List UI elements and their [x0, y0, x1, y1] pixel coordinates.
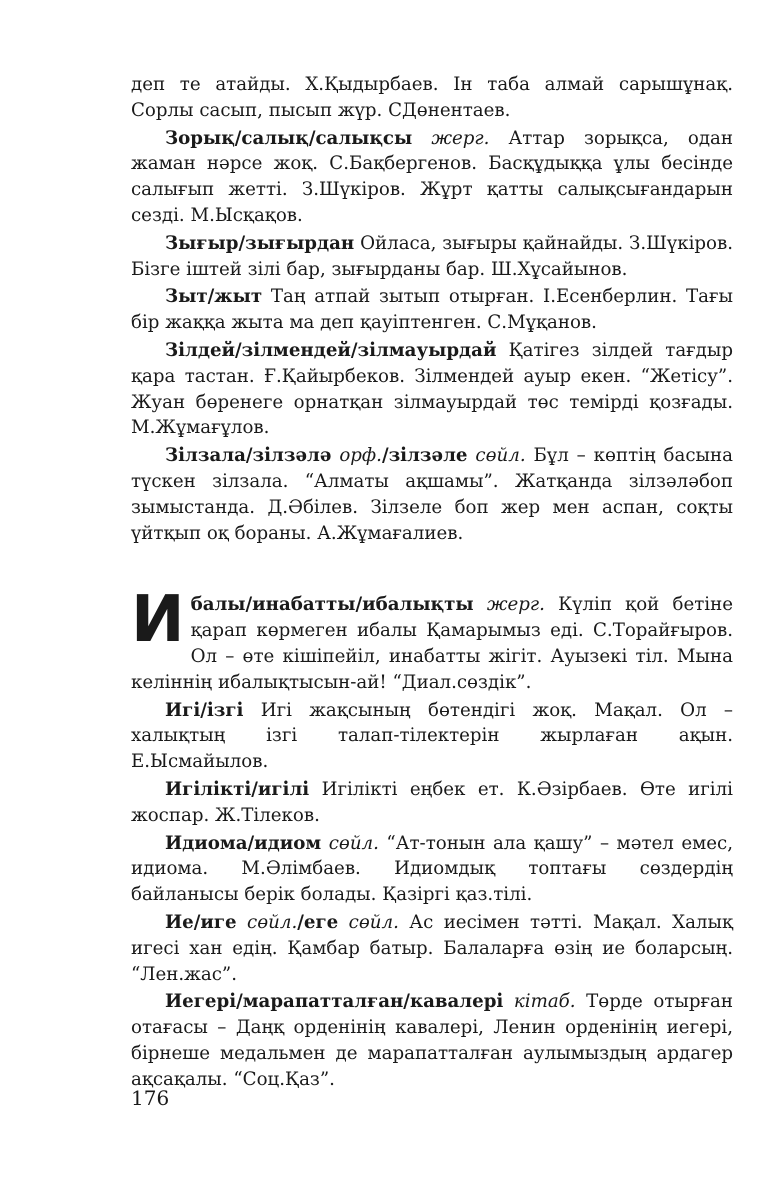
headword: Игілікті/игілі — [165, 778, 310, 800]
entry-text: Ойласа, зығыры қайнайды. З.Шүкіров. Бізге іштей зілі бар, зығырданы бар. Ш.Хұсайынов. — [131, 232, 733, 280]
headword: Иегері/марапатталған/кавалері — [165, 991, 504, 1013]
entry-text: “Ат-тонын ала қашу” – мәтел емес, идиома. М.Әлімбаев. Идиомдық топтағы сөздердің байланысы берік болады. Қазіргі қаз.тілі. — [131, 832, 733, 906]
entry-idioma — [131, 831, 733, 908]
headword: Зорық/салық/салықсы — [165, 127, 413, 149]
section-break — [131, 546, 733, 592]
usage-label: жерг. — [486, 594, 545, 616]
entry-text: Күліп қой бетіне қарап көрмеген ибалы Қамарымыз еді. С.Торайғыров. Ол – өте кішіпейіл, инабатты жігіт. Ауызекі тіл. Мына келіннің ибалықтысын-ай! “Диал.сөздік”. — [131, 594, 733, 693]
usage-label: сөйл. — [247, 911, 298, 933]
entry-igi — [131, 698, 733, 775]
usage-label: сөйл. — [328, 832, 379, 854]
entry-text: Бұл – көптің басына түскен зілзала. “Алматы ақшамы”. Жатқанда зілзәләбоп зымыстанда. Д.Әбілев. Зілзеле боп жер мен аспан, соқты үйтқып оқ бораны. А.Жұмағалиев. — [131, 445, 733, 544]
headword: балы/инабатты/ибалықты — [190, 594, 474, 616]
entry-continuation: деп те атайды. Х.Қыдырбаев. Ін таба алмай сарышұнақ. Сорлы сасып, пысып жүр. СДөнентаев. — [131, 74, 733, 121]
headword: Зыт/жыт — [165, 286, 263, 308]
entry-ibaly — [131, 583, 733, 695]
headword: Ие/иге — [165, 911, 237, 933]
usage-label: сөйл. — [348, 911, 399, 933]
headword-variant: /зілзәле — [381, 445, 468, 467]
entry-ie — [131, 910, 733, 987]
entry-text: Аттар зорықса, одан жаман нәрсе жоқ. С.Бақбергенов. Басқұдыққа ұлы бесінде салығып жетті. З.Шүкіров. Жұрт қатты салықсығандарын сезді. М.Ысқақов. — [131, 127, 733, 226]
usage-label: орф. — [339, 445, 382, 467]
entry-text: Игі жақсының бөтендігі жоқ. Мақал. Ол – халықтың ізгі талап-тілектерін жырлаған ақын. Е.Ысмайылов. — [131, 699, 733, 773]
entry-zildei — [131, 338, 733, 441]
usage-label: жерг. — [431, 127, 490, 149]
entry-text: Қатігез зілдей тағдыр қара тастан. Ғ.Қайырбеков. Зілмендей ауыр екен. “Жетісу”. Жуан бөренеге орнатқан зілмауырдай төс темірді қозғады. М.Жұмағұлов. — [131, 339, 733, 439]
headword: Игі/ізгі — [165, 699, 244, 721]
usage-label: сөйл. — [475, 445, 526, 467]
entry-zilzala — [131, 443, 733, 546]
entry-zoryq — [131, 126, 733, 229]
entry-text: Ас иесімен тәтті. Мақал. Халық игесі хан едің. Қамбар батыр. Балаларға өзің ие боларсың. “Лен.жас”. — [131, 911, 733, 985]
entry-zyt — [131, 284, 733, 336]
entry-zygyr — [131, 231, 733, 283]
drop-cap-letter: И — [131, 583, 185, 658]
headword-variant: /еге — [297, 911, 339, 933]
entry-text: Төрде отырған отағасы – Даңқ орденінің кавалері, Ленин орденінің иегері, бірнеше медальмен де марапатталған аулымыздың ардагер ақсақалы. “Соц.Қаз”. — [131, 991, 733, 1090]
page-number: 176 — [131, 1086, 170, 1110]
headword: Зілзала/зілзәлә — [165, 445, 332, 467]
headword: Зығыр/зығырдан — [165, 232, 355, 254]
headword: Идиома/идиом — [165, 832, 322, 854]
page-text — [131, 72, 733, 1092]
entry-igilikti — [131, 777, 733, 829]
entry-text: Игілікті еңбек ет. К.Әзірбаев. Өте игілі жоспар. Ж.Тілеков. — [131, 778, 733, 826]
entry-iegeri — [131, 989, 733, 1092]
usage-label: кітаб. — [513, 991, 576, 1013]
headword: Зілдей/зілмендей/зілмауырдай — [165, 339, 497, 361]
entry-text: Таң атпай зытып отырған. І.Есенберлин. Тағы бір жаққа жыта ма деп қауіптенген. С.Мұқанов. — [131, 286, 733, 334]
